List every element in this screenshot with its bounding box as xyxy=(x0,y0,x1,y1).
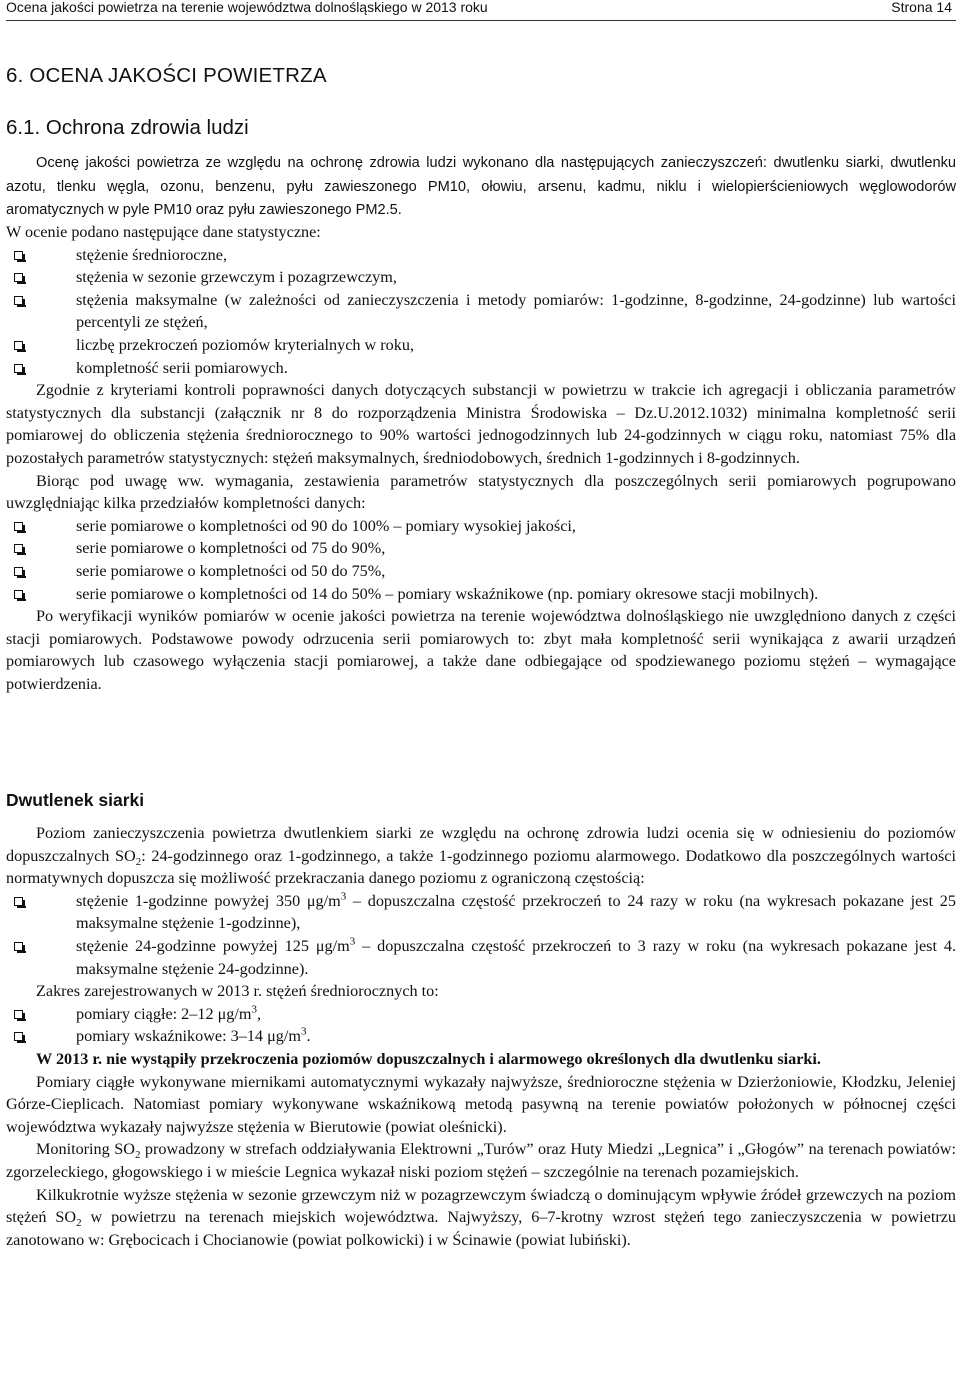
list-item-text: stężenia maksymalne (w zależności od zanieczyszczenia i metody pomiarów: 1-godzinne, 8-godzinne, 24-godzinne) lub wartości percentyli ze stężeń, xyxy=(76,290,956,332)
checkbox-bullet-icon xyxy=(14,590,23,599)
chapter-title: 6. OCENA JAKOŚCI POWIETRZA xyxy=(6,64,327,87)
section-title: 6.1. Ochrona zdrowia ludzi xyxy=(6,116,249,139)
superscript: 3 xyxy=(300,1025,307,1038)
grouping-list xyxy=(6,515,956,605)
so2-block xyxy=(6,822,956,1251)
list-item-text: serie pomiarowe o kompletności od 90 do 100% – pomiary wysokiej jakości, xyxy=(76,516,576,535)
checkbox-bullet-icon xyxy=(14,1010,23,1019)
checkbox-bullet-icon xyxy=(14,1032,23,1041)
list-item xyxy=(76,357,956,380)
text: Poziom zanieczyszczenia powietrza dwutlenkiem siarki ze względu na ochronę zdrowia ludzi ocenia się w odniesieniu do poziomów dopuszczalnych SO xyxy=(6,824,956,865)
grouping-paragraph: Biorąc pod uwagę ww. wymagania, zestawienia parametrów statystycznych dla poszczególnych serii pomiarowych pogrupowano uwzględniając kilka przedziałów kompletności danych: xyxy=(6,471,956,513)
range-list xyxy=(6,1003,956,1048)
list-item-text: serie pomiarowe o kompletności od 50 do 75%, xyxy=(76,561,386,580)
checkbox-bullet-icon xyxy=(14,273,23,282)
list-item xyxy=(76,560,956,583)
text: stężenie 1-godzinne powyżej 350 μg/m xyxy=(76,891,341,910)
text: Kilkukrotnie wyższe stężenia w sezonie grzewczym niż w pozagrzewczym świadczą o dominującym wpływie źródeł grzewczych na poziom stężeń SO xyxy=(6,1185,956,1227)
range-lead: Zakres zarejestrowanych w 2013 r. stężeń średniorocznych to: xyxy=(36,982,439,1001)
list-item xyxy=(76,1003,956,1026)
checkbox-bullet-icon xyxy=(14,364,23,373)
text: pomiary ciągłe: 2–12 μg/m xyxy=(76,1004,252,1023)
list-item-text: serie pomiarowe o kompletności od 75 do 90%, xyxy=(76,539,386,558)
page-number: Strona 14 xyxy=(891,0,952,15)
intro-paragraph xyxy=(6,151,956,222)
superscript: 3 xyxy=(251,1003,257,1016)
superscript: 3 xyxy=(349,935,356,948)
text: pomiary wskaźnikowe: 3–14 μg/m xyxy=(76,1027,301,1046)
subscript: 2 xyxy=(135,855,142,868)
checkbox-bullet-icon xyxy=(14,522,23,531)
text: – dopuszczalna częstość przekroczeń to 24 razy w roku (na wykresach pokazane jest 25 maksymalne stężenie 1-godzinne), xyxy=(76,891,956,933)
list-item xyxy=(76,244,956,267)
list-item xyxy=(76,1025,956,1048)
text: w powietrzu na terenach miejskich województwa. Najwyższy, 6–7-krotny wzrost stężeń tego zanieczyszczenia w powietrzu zanotowano w: Grębocicach i Chocianowie (powiat polkowicki) i w Ścinawie (powiat lubiński). xyxy=(6,1208,956,1249)
monitoring-paragraph xyxy=(6,1138,956,1183)
text: , xyxy=(256,1004,262,1023)
list-item xyxy=(76,334,956,357)
intro-block xyxy=(6,151,956,222)
list-item xyxy=(76,935,956,980)
checkbox-bullet-icon xyxy=(14,296,23,305)
so2-intro-paragraph xyxy=(6,822,956,890)
conclusion-text: W 2013 r. nie wystąpiły przekroczenia poziomów dopuszczalnych i alarmowego określonych dla dwutlenku siarki. xyxy=(36,1049,821,1068)
intro-line-1 xyxy=(6,153,956,218)
checkbox-bullet-icon xyxy=(14,251,23,260)
list-item-text: stężenia w sezonie grzewczym i pozagrzewczym, xyxy=(76,268,397,287)
verification-paragraph: Po weryfikacji wyników pomiarów w ocenie jakości powietrza na terenie województwa dolnośląskiego nie uwzględniono danych z części stacji pomiarowych. Podstawowe powody odrzucenia serii pomiarowych to: zbyt mała kompletność serii wynikająca z awarii urządzeń pomiarowych lub czasowego wyłączenia stacji pomiarowej, a także dane odbiegające od spodziewanego poziomu stężeń – wymagające potwierdzenia. xyxy=(6,607,956,693)
checkbox-bullet-icon xyxy=(14,567,23,576)
list-item xyxy=(76,266,956,289)
text: prowadzony w strefach oddziaływania Elektrowni „Turów” oraz Huty Miedzi „Legnica” i „Głogów” na terenach powiatów: zgorzeleckiego, głogowskiego i w mieście Legnica wykazał niski poziom stężeń – szczególnie na terenach pozamiejskich. xyxy=(6,1140,956,1181)
continuous-paragraph: Pomiary ciągłe wykonywane miernikami automatycznymi wykazały najwyższe, średnioroczne stężenia w Dzierżoniowie, Kłodzku, Jeleniej Górze-Cieplicach. Natomiast pomiary wykonywane wskaźnikową metodą pasywną na terenie powiatów położonych w północnej części województwa wykazały najwyższe stężenia w Bierutowie (powiat oleśnicki). xyxy=(6,1072,956,1136)
list-item xyxy=(76,583,956,606)
conclusion-paragraph xyxy=(6,1048,956,1071)
list-item-text: kompletność serii pomiarowych. xyxy=(76,358,288,377)
text: : 24-godzinnego oraz 1-godzinnego, a także 1-godzinnego poziomu alarmowego. Dodatkowo dla poszczególnych wartości normatywnych dopuszcza się możliwość przekraczania danego poziomu z ograniczoną częstością: xyxy=(6,846,956,888)
list-item-text: serie pomiarowe o kompletności od 14 do 50% – pomiary wskaźnikowe (np. pomiary okresowe stacji mobilnych). xyxy=(76,584,819,603)
checkbox-bullet-icon xyxy=(14,942,23,951)
superscript: 3 xyxy=(340,890,347,903)
text: stężenie 24-godzinne powyżej 125 μg/m xyxy=(76,936,350,955)
stats-lead: W ocenie podano następujące dane statystyczne: xyxy=(6,223,321,241)
intro-text: Ocenę jakości powietrza ze względu na ochronę zdrowia ludzi wykonano dla następujących zanieczyszczeń: dwutlenku siarki, dwutlenku azotu, tlenku węgla, ozonu, benzenu, pyłu zawieszonego PM10, ołowiu, arsenu, kadmu, niklu i wielopierścieniowych węglowodorów aromatycznych w pyle PM10 oraz pyłu zawieszonego PM2.5. xyxy=(6,155,956,219)
stats-list xyxy=(6,244,956,380)
stats-block xyxy=(6,221,956,695)
text: . xyxy=(306,1027,311,1046)
winter-paragraph xyxy=(6,1184,956,1252)
subscript: 2 xyxy=(134,1149,141,1162)
list-item xyxy=(76,289,956,334)
so2-heading: Dwutlenek siarki xyxy=(6,790,145,810)
list-item-text: liczbę przekroczeń poziomów kryterialnych w roku, xyxy=(76,335,415,354)
header-title: Ocena jakości powietrza na terenie województwa dolnośląskiego w 2013 roku xyxy=(6,0,488,15)
list-item xyxy=(76,515,956,538)
checkbox-bullet-icon xyxy=(14,897,23,906)
criteria-paragraph: Zgodnie z kryteriami kontroli poprawności danych dotyczących substancji w powietrzu w trakcie ich agregacji i obliczania parametrów statystycznych dla substancji (załącznik nr 8 do rozporządzenia Ministra Środowiska – Dz.U.2012.1032) minimalna kompletność serii pomiarowej do obliczenia stężenia średniorocznego to 90% wartości jednogodzinnych lub 24-godzinnych w ciągu roku, natomiast 75% dla pozostałych parametrów statystycznych: stężeń maksymalnych, średniodobowych, średnich 1-godzinnych i 8-godzinnych. xyxy=(6,381,956,467)
subscript: 2 xyxy=(76,1217,82,1230)
checkbox-bullet-icon xyxy=(14,544,23,553)
text: Monitoring SO xyxy=(36,1140,135,1159)
page-header xyxy=(6,0,956,21)
list-item-text: stężenie średnioroczne, xyxy=(76,245,228,264)
list-item xyxy=(76,890,956,935)
checkbox-bullet-icon xyxy=(14,341,23,350)
text: – dopuszczalna częstość przekroczeń to 3 razy w roku (na wykresach pokazane jest 4. maksymalne stężenie 24-godzinne). xyxy=(76,936,957,978)
so2-limits-list xyxy=(6,890,956,980)
list-item xyxy=(76,537,956,560)
